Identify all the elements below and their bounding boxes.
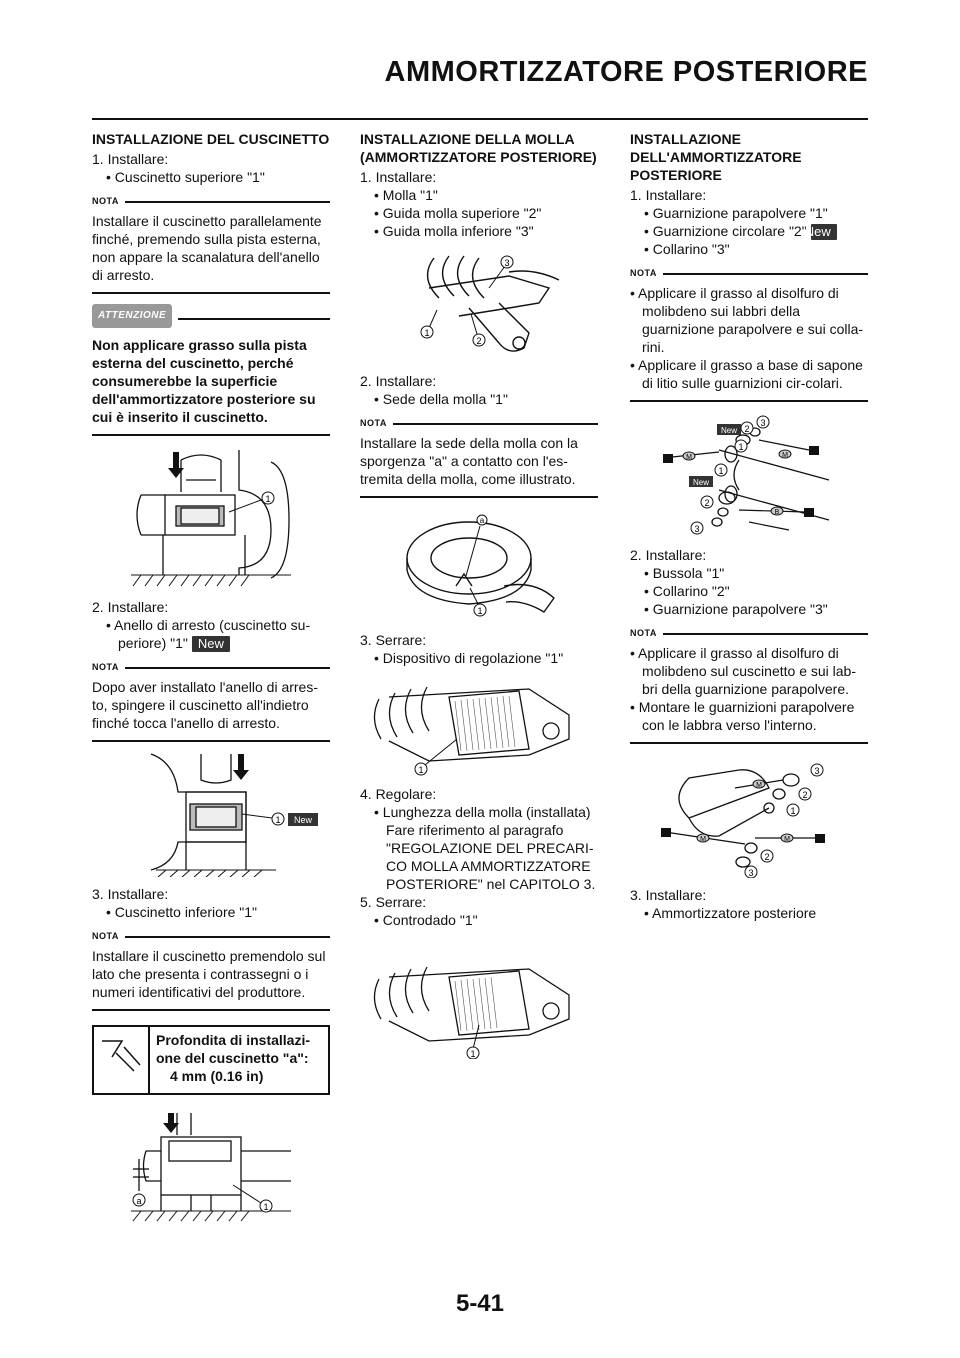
page-number: 5-41	[455, 1290, 505, 1317]
note-label: NOTA	[92, 662, 119, 672]
note	[92, 192, 330, 294]
callout: a	[136, 1196, 142, 1206]
stop-ring-figure	[96, 752, 326, 877]
note-text: Installare il cuscinetto premendolo sul lato che presenta i contrassegni o i numeri identificativi del produttore.	[92, 945, 330, 1011]
bullet: • Cuscinetto inferiore "1"	[106, 904, 258, 920]
new-badge: New	[293, 815, 313, 825]
bullet: • Lunghezza della molla (installata)	[374, 804, 591, 820]
bullet: • Sede della molla "1"	[374, 391, 508, 407]
step: 4. Regolare:	[360, 786, 437, 802]
note-label: NOTA	[92, 196, 119, 206]
spec-value: 4 mm (0.16 in)	[170, 1068, 264, 1084]
bullet-continued: Fare riferimento al paragrafo "REGOLAZIONE DEL PRECARI-CO MOLLA AMMORTIZZATORE POSTERIORE" nel CAPITOLO 3.	[386, 822, 596, 892]
callout: 3	[814, 766, 820, 776]
callout: 1	[424, 328, 430, 338]
callout: 2	[744, 424, 750, 434]
spring-seat-figure	[394, 508, 564, 623]
bullet: • Ammortizzatore posteriore	[644, 905, 817, 921]
wrench-icon	[94, 1027, 150, 1093]
bullet: • Controdado "1"	[374, 912, 478, 928]
callout: 2	[802, 790, 808, 800]
bushing-install-figure	[659, 758, 839, 878]
note-text: • Applicare il grasso al disolfuro di molibdeno sul cuscinetto e sui lab-bri della guarnizione parapolvere. • Montare le guarnizioni parapolvere con le labbra verso l'interno.	[630, 642, 868, 744]
step: 2. Installare:	[630, 547, 707, 563]
locknut-figure	[369, 959, 589, 1059]
page-title: AMMORTIZZATORE POSTERIORE	[384, 56, 868, 88]
callout: 3	[748, 868, 754, 878]
new-badge: New	[811, 224, 837, 240]
callout: 3	[694, 524, 700, 534]
section-heading: INSTALLAZIONE DELLA MOLLA (AMMORTIZZATORE POSTERIORE)	[360, 131, 597, 165]
bearing-lower-figure	[121, 1111, 301, 1236]
grease-m-label: M	[784, 836, 790, 843]
column-3	[630, 130, 868, 922]
step: 1. Installare:	[92, 151, 169, 167]
bullet: • Dispositivo di regolazione "1"	[374, 650, 564, 666]
step: 3. Installare:	[92, 886, 169, 902]
note	[92, 658, 330, 742]
callout: 1	[265, 494, 271, 504]
callout: 1	[477, 606, 483, 616]
callout: 3	[760, 418, 766, 428]
bullet: • Cuscinetto superiore "1"	[106, 169, 265, 185]
callout: 1	[718, 466, 724, 476]
bullet: • Guarnizione parapolvere "3"	[644, 601, 828, 617]
spec-line: Profondita di installazi-	[156, 1032, 311, 1048]
step: 1. Installare:	[360, 169, 437, 185]
step: 2. Installare:	[92, 599, 169, 615]
grease-m-label: M	[686, 454, 692, 461]
note	[92, 927, 330, 1011]
step: 5. Serrare:	[360, 894, 427, 910]
bullet: • Anello di arresto (cuscinetto su-	[106, 617, 311, 633]
bullet: • Collarino "3"	[644, 241, 730, 257]
grease-m-label: M	[700, 836, 706, 843]
bullet: • Collarino "2"	[644, 583, 730, 599]
grease-m-label: M	[782, 452, 788, 459]
spec-line: one del cuscinetto "a":	[156, 1050, 309, 1066]
seal-install-figure	[659, 410, 839, 540]
callout: 1	[275, 815, 281, 825]
note-text: Installare la sede della molla con la sporgenza "a" a contatto con l'es-tremita della molla, come illustrato.	[360, 432, 598, 498]
caution-text: Non applicare grasso sulla pista esterna del cuscinetto, perché consumerebbe la superficie dell'ammortizzatore posteriore su cui è inserito il cuscinetto.	[92, 328, 330, 436]
new-badge: New	[692, 478, 710, 487]
bullet: • Bussola "1"	[644, 565, 725, 581]
note-label: NOTA	[630, 268, 657, 278]
step: 1. Installare:	[630, 187, 707, 203]
callout: 3	[504, 258, 510, 268]
bullet: • Molla "1"	[374, 187, 438, 203]
note	[360, 414, 598, 498]
note-text: Dopo aver installato l'anello di arres-to, spingere il cuscinetto all'indietro finché tocca l'anello di arresto.	[92, 676, 330, 742]
bullet: • Guarnizione parapolvere "1"	[644, 205, 828, 221]
bullet: • Guarnizione circolare "2"New	[644, 222, 868, 240]
spring-install-figure	[389, 248, 569, 368]
spec-box	[92, 1025, 330, 1095]
bullet-continued: periore) "1" New	[92, 634, 330, 652]
note-label: NOTA	[92, 931, 119, 941]
new-badge: New	[720, 426, 738, 435]
section-heading: INSTALLAZIONE DELL'AMMORTIZZATORE POSTERIORE	[630, 131, 802, 183]
note	[630, 624, 868, 744]
column-1	[92, 130, 330, 1236]
bullet: • Guida molla inferiore "3"	[374, 223, 534, 239]
callout: 2	[764, 852, 770, 862]
callout: a	[479, 516, 485, 525]
grease-m-label: M	[756, 782, 762, 789]
callout: 1	[418, 765, 424, 775]
note	[630, 264, 868, 402]
callout: 1	[470, 1049, 476, 1059]
callout: 1	[263, 1202, 269, 1212]
step: 2. Installare:	[360, 373, 437, 389]
bullet: • Guida molla superiore "2"	[374, 205, 542, 221]
callout: 2	[704, 498, 710, 508]
caution-header	[92, 304, 330, 328]
new-badge: New	[192, 636, 230, 652]
step: 3. Installare:	[630, 887, 707, 903]
section-heading: INSTALLAZIONE DEL CUSCINETTO	[92, 131, 330, 147]
column-2	[360, 130, 598, 1059]
callout: 1	[790, 806, 796, 816]
note-text: • Applicare il grasso al disolfuro di molibdeno sui labbri della guarnizione parapolvere e sui colla-rini. • Applicare il grasso a base di sapone di litio sulle guarnizioni cir-colari.	[630, 282, 868, 402]
grease-b-label: B	[774, 509, 780, 516]
adjuster-figure	[369, 679, 589, 779]
note-text: Installare il cuscinetto parallelamente finché, premendo sulla pista esterna, non appare la scanalatura dell'anello di arresto.	[92, 210, 330, 294]
bearing-upper-figure	[121, 450, 301, 590]
title-rule	[92, 118, 868, 120]
step: 3. Serrare:	[360, 632, 427, 648]
caution-badge: ATTENZIONE	[92, 304, 172, 328]
callout: 2	[476, 336, 482, 346]
note-label: NOTA	[360, 418, 387, 428]
note-label: NOTA	[630, 628, 657, 638]
callout: 1	[738, 442, 744, 452]
